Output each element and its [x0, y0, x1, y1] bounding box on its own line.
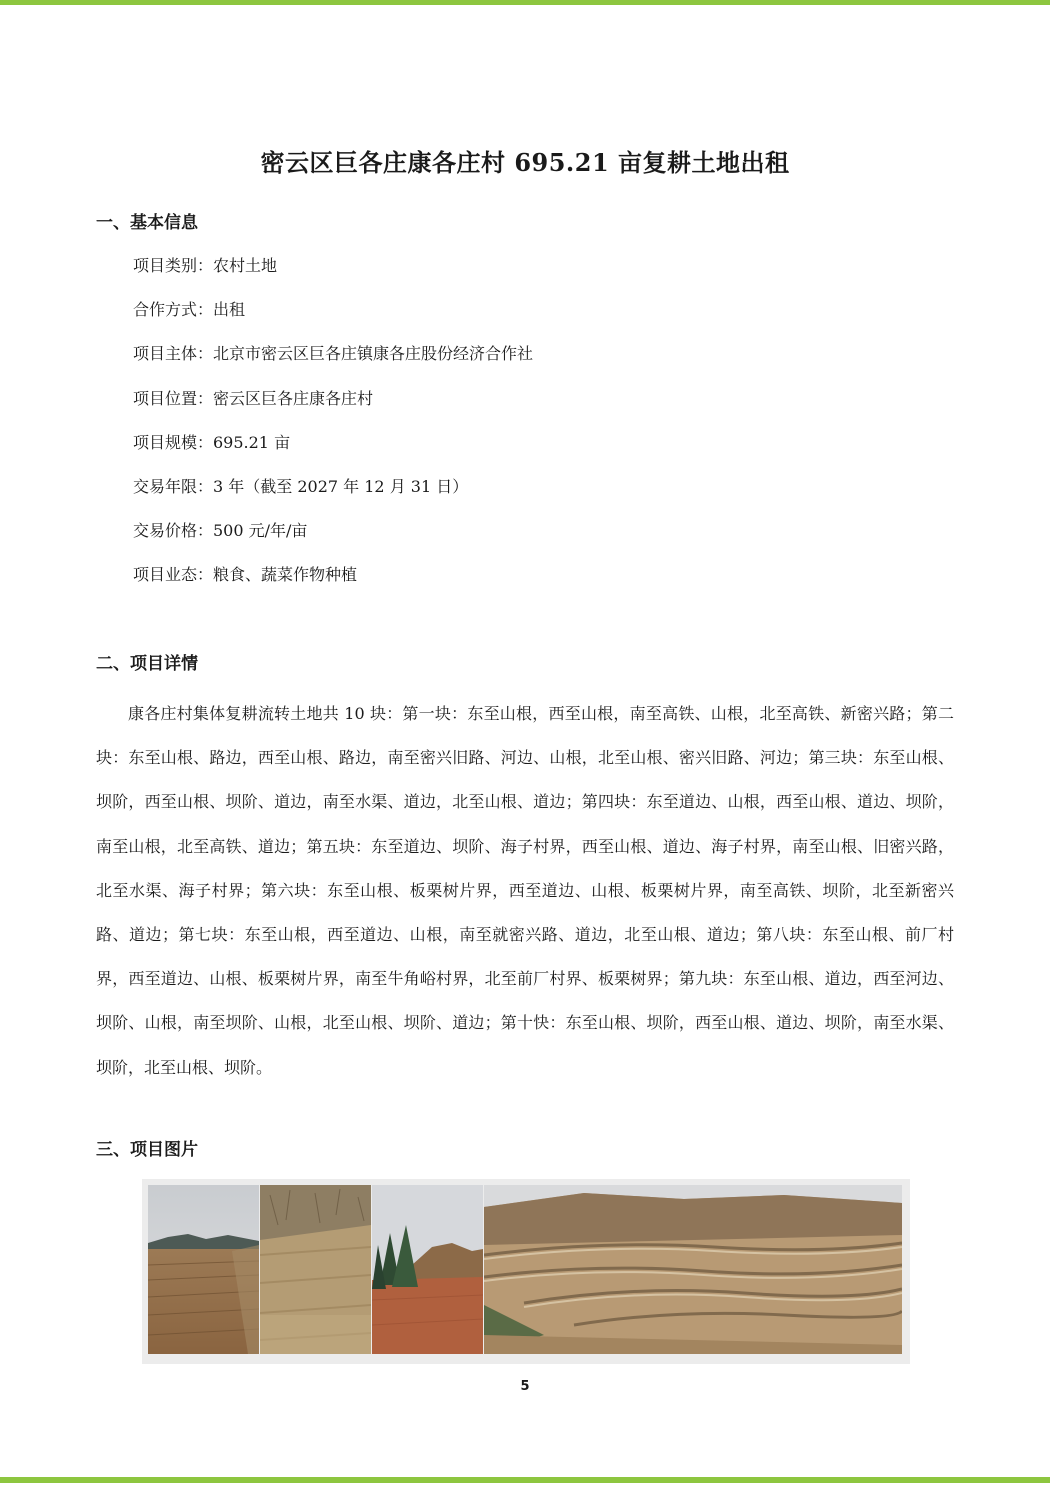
info-item-format: 项目业态：粮食、蔬菜作物种植 — [133, 565, 358, 585]
info-item-cooperation: 合作方式：出租 — [133, 300, 246, 320]
farmland-photo — [148, 1185, 259, 1354]
page-number: 5 — [520, 1379, 530, 1394]
basic-info-list — [133, 252, 533, 606]
info-item-subject: 项目主体：北京市密云区巨各庄镇康各庄股份经济合作社 — [133, 344, 534, 364]
terraced-hillside-photo — [484, 1185, 902, 1354]
info-item-price: 交易价格：500 元/年/亩 — [133, 521, 308, 541]
project-photo-strip — [142, 1179, 910, 1364]
page-title: 密云区巨各庄康各庄村 695.21 亩复耕土地出租 — [260, 148, 790, 177]
top-accent-bar — [0, 0, 1050, 5]
info-item-scale: 项目规模：695.21 亩 — [133, 432, 291, 452]
section-heading-basic-info: 一、基本信息 — [96, 213, 198, 233]
project-details-paragraph: 康各庄村集体复耕流转土地共 10 块：第一块：东至山根，西至山根，南至高铁、山根，北至高铁、新密兴路；第二块：东至山根、路边，西至山根、路边，南至密兴旧路、河边、山根，北至山根、密兴旧路、河边；第三块：东至山根、坝阶，西至山根、坝阶、道边，南至水渠、道边，北至山根、道边；第四块：东至道边、山根，西至山根、道边、坝阶，南至山根，北至高铁、道边；第五块：东至道边、坝阶、海子村界，西至山根、道边、海子村界，南至山根、旧密兴路，北至水渠、海子村界；第六块：东至山根、板栗树片界，西至道边、山根、板栗树片界，南至高铁、坝阶，北至新密兴路、道边；第七块：东至山根，西至道边、山根，南至就密兴路、道边，北至山根、道边；第八块：东至山根、前厂村界，西至道边、山根、板栗树片界，南至牛角峪村界，北至前厂村界、板栗树界；第九块：东至山根、道边，西至河边、坝阶、山根，南至坝阶、山根，北至山根、坝阶、道边；第十快：东至山根、坝阶，西至山根、道边、坝阶，南至水渠、坝阶，北至山根、坝阶。 — [96, 704, 954, 1077]
section-heading-details: 二、项目详情 — [96, 654, 198, 674]
info-item-category: 项目类别：农村土地 — [133, 256, 278, 275]
info-item-term: 交易年限：3 年（截至 2027 年 12 月 31 日） — [133, 476, 469, 496]
red-soil-field-photo — [372, 1185, 483, 1354]
info-item-location: 项目位置：密云区巨各庄康各庄村 — [133, 388, 374, 408]
slope-grass-photo — [260, 1185, 371, 1354]
bottom-accent-bar — [0, 1477, 1050, 1483]
section-heading-photos: 三、项目图片 — [96, 1140, 198, 1160]
